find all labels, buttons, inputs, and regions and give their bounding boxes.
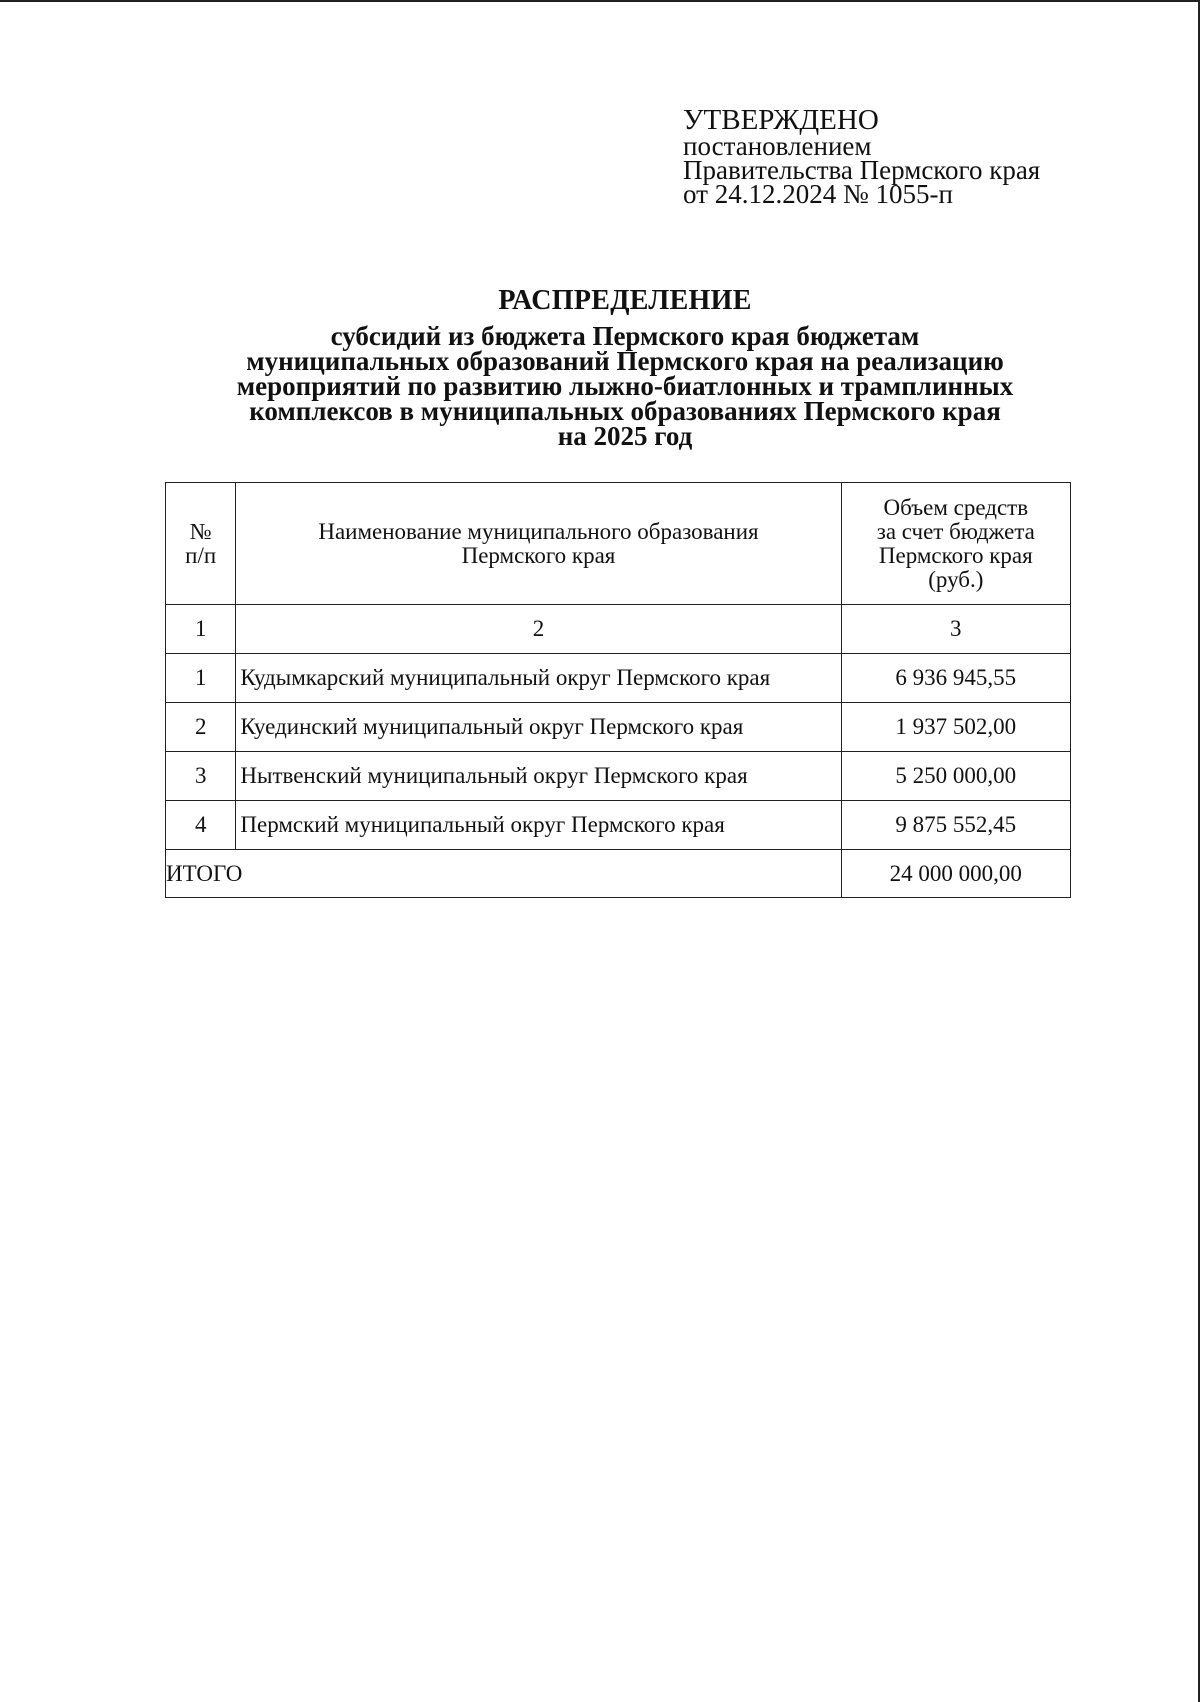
table-row xyxy=(166,703,1071,752)
table-total-row xyxy=(166,850,1071,898)
row-municipality: Куединский муниципальный округ Пермского края xyxy=(236,703,841,752)
row-municipality: Нытвенский муниципальный округ Пермского края xyxy=(236,752,841,801)
row-amount: 6 936 945,55 xyxy=(841,654,1070,703)
distribution-table xyxy=(165,482,1071,898)
row-number: 1 xyxy=(166,654,236,703)
table-row xyxy=(166,752,1071,801)
subtitle-line-2: муниципальных образований Пермского края на реализацию xyxy=(246,346,1004,376)
header-name-line-2: Пермского края xyxy=(461,542,616,568)
column-index-3: 3 xyxy=(841,605,1070,654)
header-amount xyxy=(841,483,1070,605)
row-municipality: Пермский муниципальный округ Пермского края xyxy=(236,801,841,850)
column-index-1: 1 xyxy=(166,605,236,654)
header-amount-line-1: Объем средств xyxy=(883,494,1029,520)
header-number-line-1: № xyxy=(189,518,212,544)
header-amount-line-3: Пермского края xyxy=(878,542,1033,568)
header-name xyxy=(236,483,841,605)
approval-line-date-number: от 24.12.2024 № 1055-п xyxy=(683,179,953,209)
row-amount: 1 937 502,00 xyxy=(841,703,1070,752)
row-number: 2 xyxy=(166,703,236,752)
row-municipality: Кудымкарский муниципальный округ Пермского края xyxy=(236,654,841,703)
header-number-line-2: п/п xyxy=(185,542,217,568)
subtitle-line-1: субсидий из бюджета Пермского края бюджетам xyxy=(330,321,920,351)
column-index-2: 2 xyxy=(236,605,841,654)
total-amount: 24 000 000,00 xyxy=(841,850,1070,898)
row-number: 3 xyxy=(166,752,236,801)
column-index-row xyxy=(166,605,1071,654)
row-amount: 9 875 552,45 xyxy=(841,801,1070,850)
header-name-line-1: Наименование муниципального образования xyxy=(318,518,759,544)
approval-line-decree: постановлением xyxy=(683,131,872,161)
header-amount-line-2: за счет бюджета xyxy=(876,518,1035,544)
approval-stamp-block xyxy=(683,104,1041,209)
table-header-row xyxy=(166,483,1071,605)
subtitle-line-4: комплексов в муниципальных образованиях Пермского края xyxy=(249,396,1001,426)
total-label: ИТОГО xyxy=(166,850,842,898)
approval-line-government: Правительства Пермского края xyxy=(683,155,1041,185)
row-amount: 5 250 000,00 xyxy=(841,752,1070,801)
subtitle-line-5: на 2025 год xyxy=(557,421,693,451)
header-amount-line-4: (руб.) xyxy=(928,566,984,592)
document-subtitle xyxy=(215,321,1035,451)
subtitle-line-3: мероприятий по развитию лыжно-биатлонных и трамплинных xyxy=(236,371,1014,401)
header-number xyxy=(166,483,236,605)
approval-heading: УТВЕРЖДЕНО xyxy=(683,104,879,136)
row-number: 4 xyxy=(166,801,236,850)
document-title: РАСПРЕДЕЛЕНИЕ xyxy=(498,285,752,316)
table-row xyxy=(166,801,1071,850)
table-row xyxy=(166,654,1071,703)
